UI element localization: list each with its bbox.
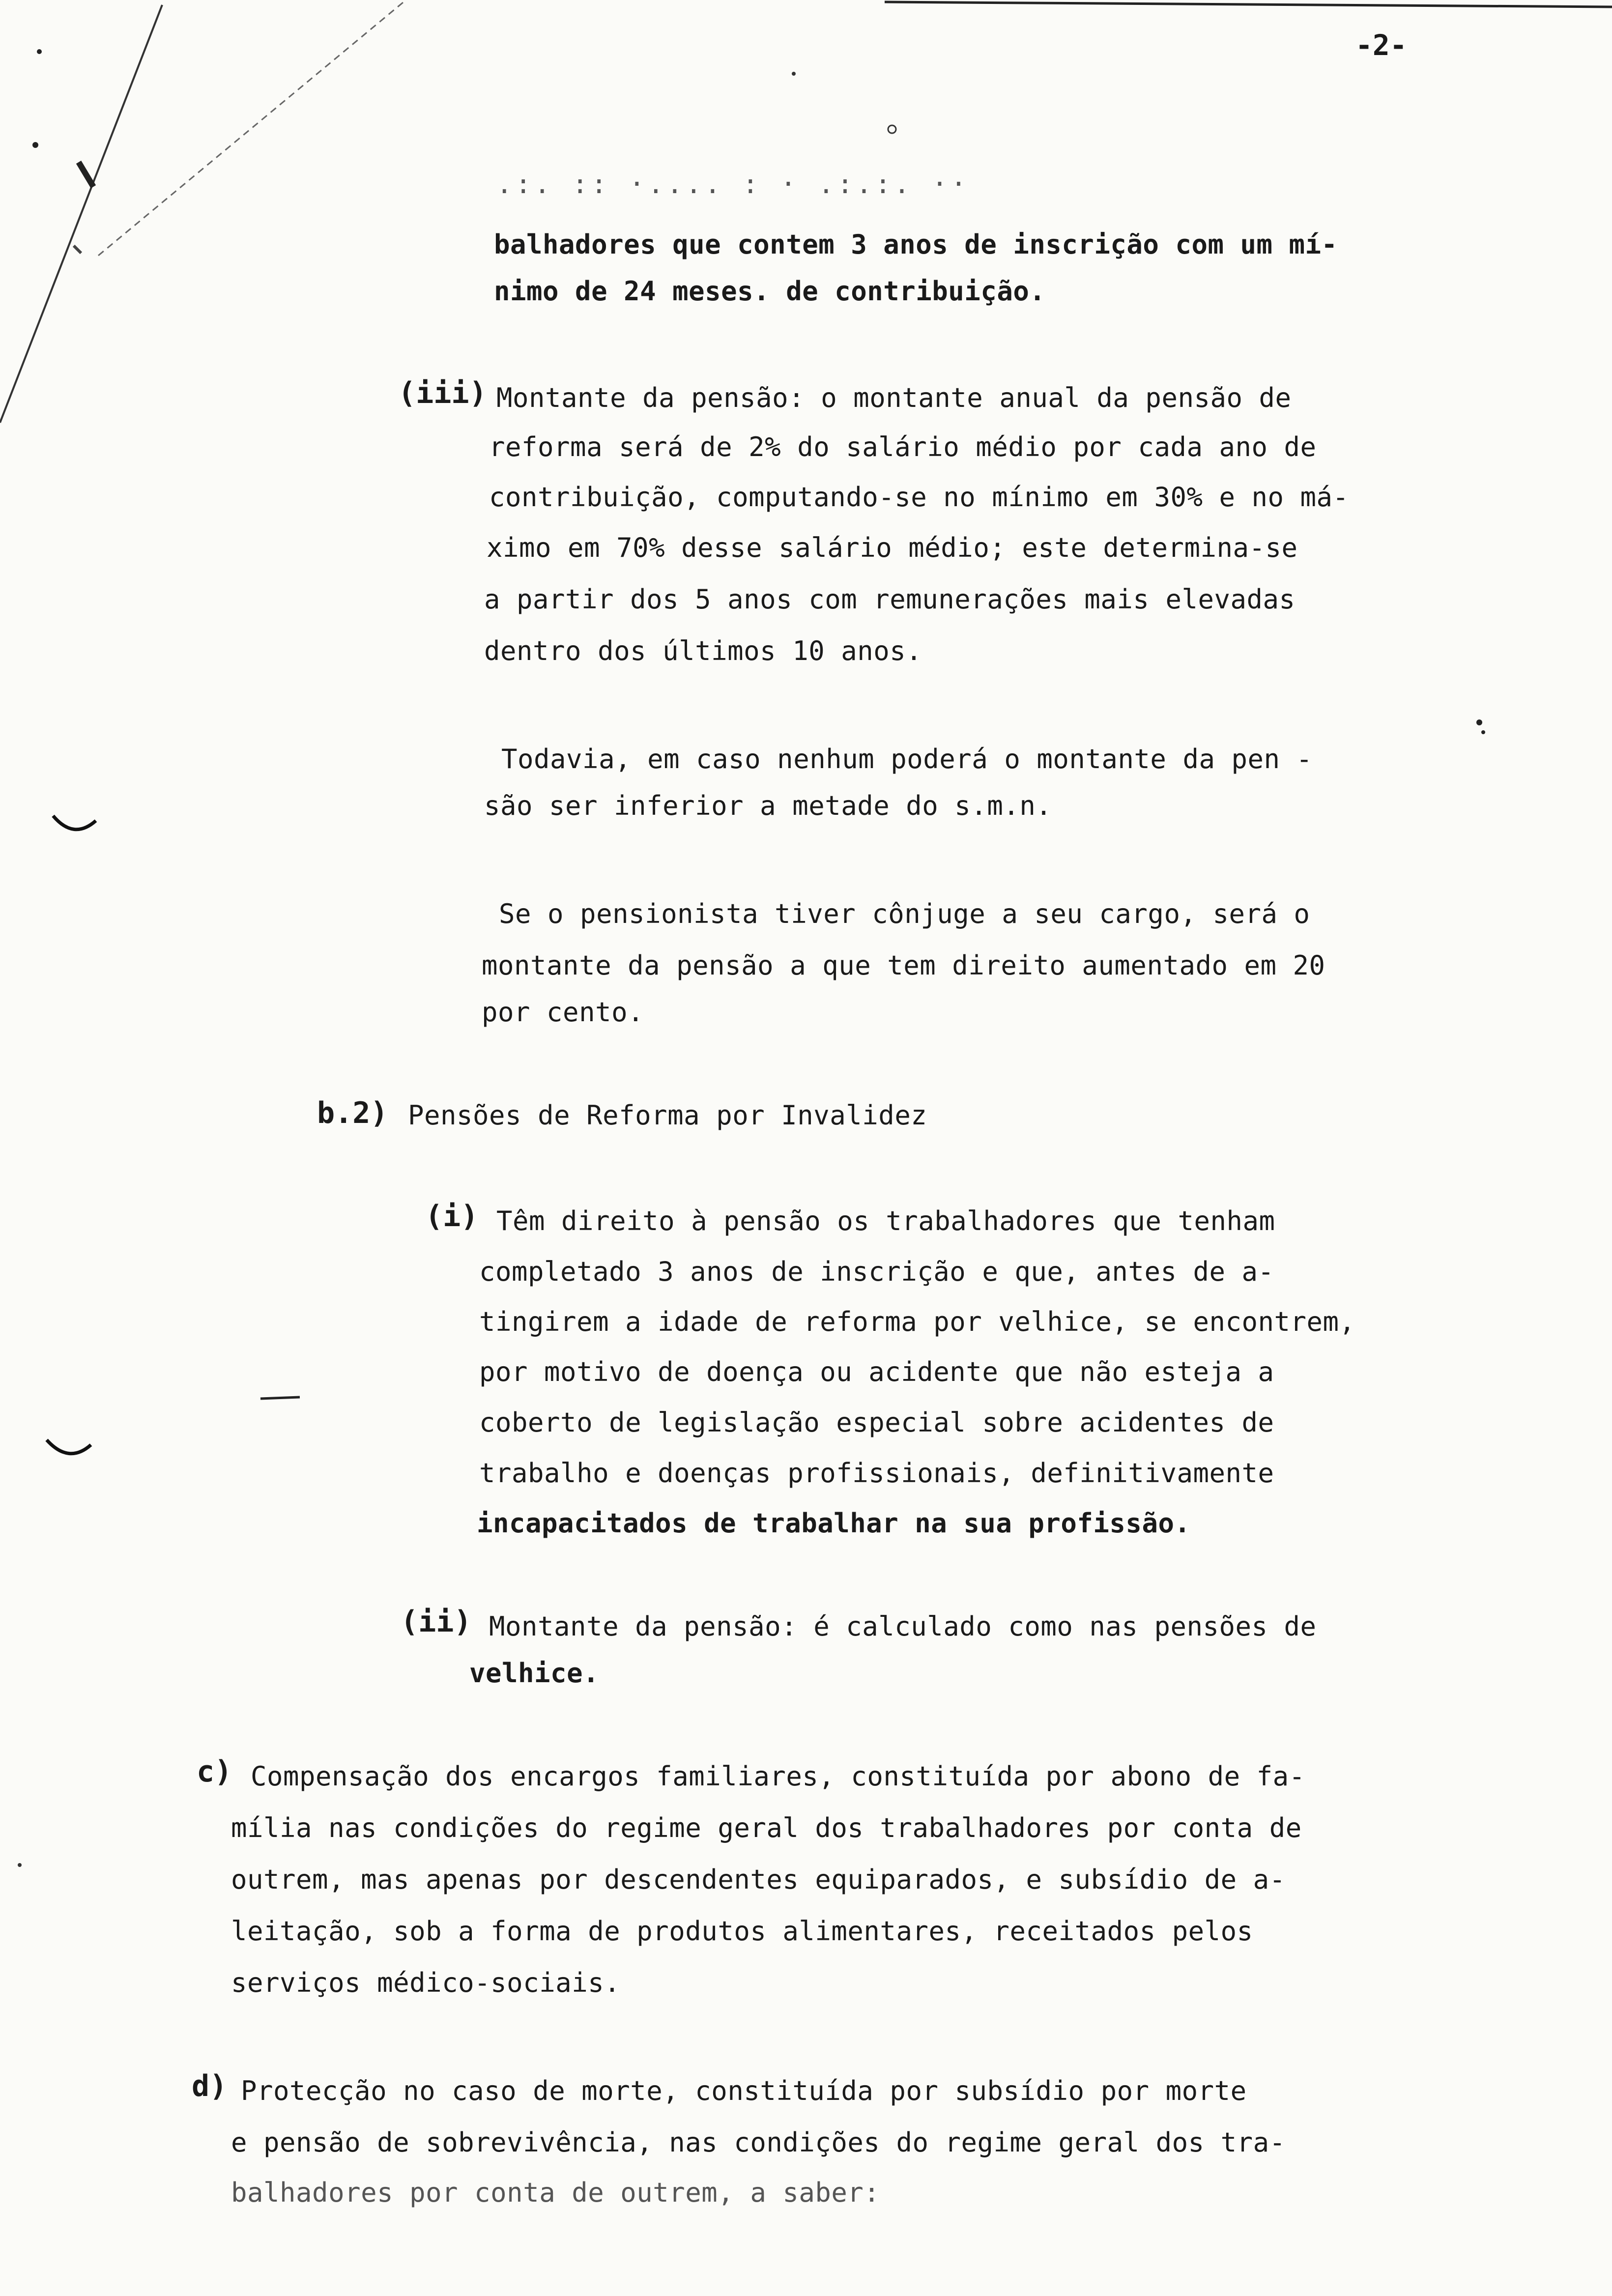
- item-i-line-4: por motivo de doença ou acidente que não esteja a: [479, 1356, 1274, 1387]
- section-iii-line-4: ximo em 70% desse salário médio; este determina-se: [487, 532, 1298, 563]
- section-d-line-2: e pensão de sobrevivência, nas condições do regime geral dos tra-: [231, 2127, 1286, 2158]
- page-number: -2-: [1355, 29, 1407, 62]
- continuation-line-2: nimo de 24 meses. de contribuição.: [494, 276, 1046, 307]
- item-ii-line-1: Montante da pensão: é calculado como nas pensões de: [489, 1611, 1317, 1642]
- todavia-line-2: são ser inferior a metade do s.m.n.: [484, 790, 1052, 821]
- todavia-line-1: Todavia, em caso nenhum poderá o montante da pen -: [501, 744, 1313, 775]
- item-i-line-6: trabalho e doenças profissionais, definitivamente: [479, 1458, 1274, 1489]
- continuation-line-1: balhadores que contem 3 anos de inscrição com um mí-: [494, 229, 1338, 260]
- item-i-line-5: coberto de legislação especial sobre acidentes de: [479, 1407, 1274, 1438]
- section-iii-line-3: contribuição, computando-se no mínimo em 30% e no má-: [489, 482, 1349, 513]
- item-i-line-3: tingirem a idade de reforma por velhice, se encontrem,: [479, 1306, 1355, 1337]
- section-c-line-4: leitação, sob a forma de produtos alimentares, receitados pelos: [231, 1916, 1253, 1947]
- section-c-line-3: outrem, mas apenas por descendentes equiparados, e subsídio de a-: [231, 1864, 1286, 1895]
- section-d-marker: d): [192, 2069, 228, 2103]
- smudged-text-remnant: .:. :: ·.... : · .:.:. ··: [496, 169, 970, 200]
- item-i-line-2: completado 3 anos de inscrição e que, antes de a-: [479, 1256, 1274, 1287]
- conjuge-line-1: Se o pensionista tiver cônjuge a seu cargo, será o: [499, 898, 1310, 929]
- item-ii-line-2: velhice.: [469, 1658, 600, 1689]
- section-c-line-5: serviços médico-sociais.: [231, 1967, 621, 1998]
- item-i-marker: (i): [425, 1199, 479, 1234]
- conjuge-line-2: montante da pensão a que tem direito aumentado em 20: [482, 950, 1325, 981]
- section-b2-heading: Pensões de Reforma por Invalidez: [408, 1100, 927, 1131]
- section-c-marker: c): [197, 1754, 232, 1789]
- section-d-line-1: Protecção no caso de morte, constituída por subsídio por morte: [241, 2075, 1247, 2106]
- section-d-line-3: balhadores por conta de outrem, a saber:: [231, 2177, 880, 2208]
- section-iii-line-2: reforma será de 2% do salário médio por cada ano de: [489, 431, 1317, 462]
- section-iii-marker: (iii): [398, 376, 487, 410]
- item-i-line-7: incapacitados de trabalhar na sua profissão.: [477, 1508, 1191, 1539]
- section-c-line-1: Compensação dos encargos familiares, constituída por abono de fa-: [251, 1761, 1305, 1792]
- section-iii-line-6: dentro dos últimos 10 anos.: [484, 635, 922, 666]
- conjuge-line-3: por cento.: [482, 997, 644, 1028]
- section-iii-line-1: Montante da pensão: o montante anual da pensão de: [496, 382, 1292, 413]
- item-i-line-1: Têm direito à pensão os trabalhadores que tenham: [496, 1205, 1275, 1236]
- section-iii-line-5: a partir dos 5 anos com remunerações mais elevadas: [484, 584, 1295, 615]
- section-c-line-2: mília nas condições do regime geral dos trabalhadores por conta de: [231, 1812, 1302, 1843]
- item-ii-marker: (ii): [401, 1605, 472, 1639]
- section-b2-marker: b.2): [317, 1096, 388, 1130]
